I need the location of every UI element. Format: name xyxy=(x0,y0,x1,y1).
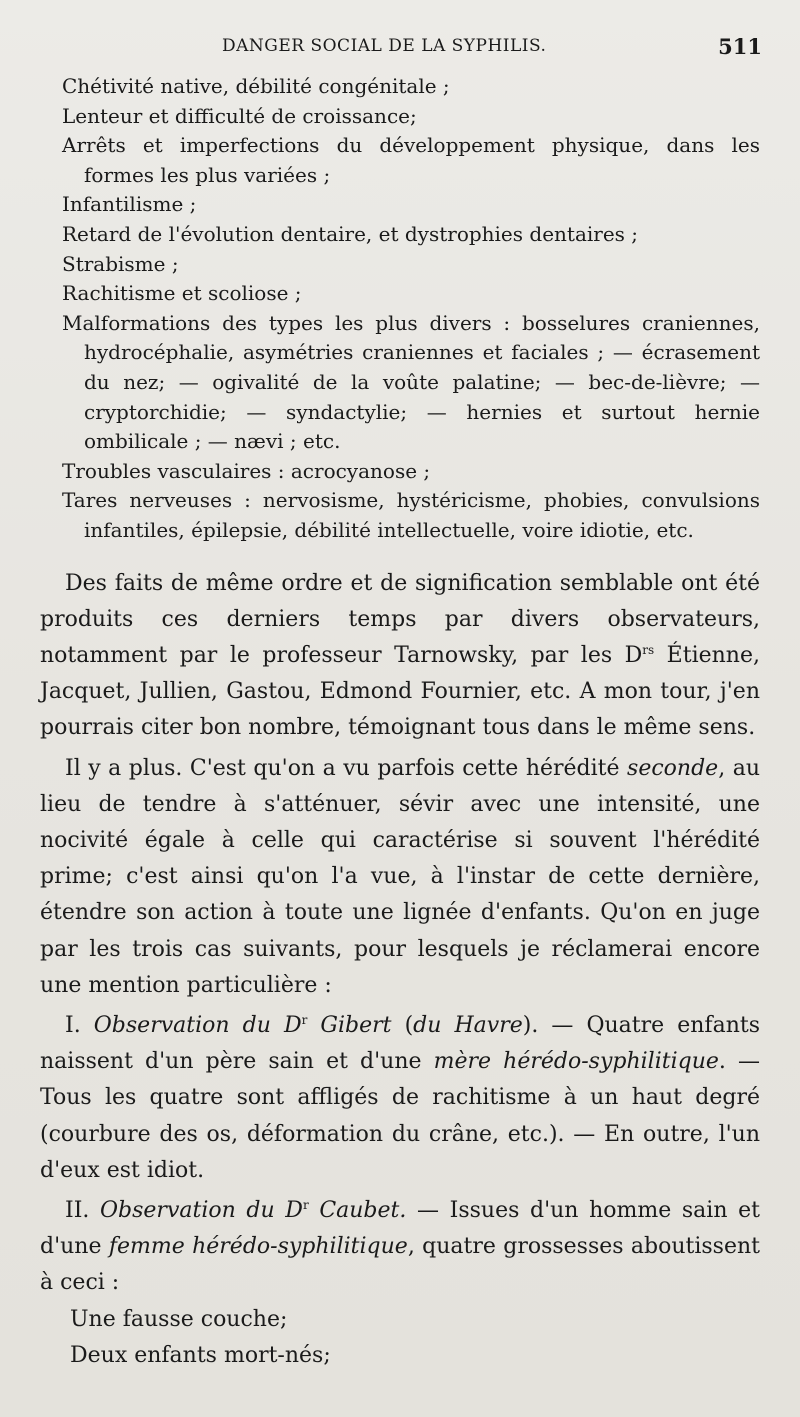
list-item: Retard de l'évolution dentaire, et dystrophies dentaires ; xyxy=(62,221,639,246)
paragraph-text: , au lieu de tendre à s'atténuer, sévir avec une intensité, une nocivité égale à celle qui caractérise si souvent l'hérédité prime; c'est ainsi qu'on l'a vue, à l'instar de cette dernière, étendre son action à toute une lignée d'enfants. Qu'on en juge par les trois cas suivants, pour lesquels je réclamerai encore une mention particulière : xyxy=(40,755,760,998)
observation-author: Gibert xyxy=(307,1012,392,1038)
list-item: Malformations des types les plus divers : bosselures craniennes, hydrocéphalie, asymétries craniennes et faciales ; — écrasement du nez; — ogivalité de la voûte palatine; — bec-de-lièvre; — cryptorchidie; — syndactylie; — hernies et surtout hernie ombilicale ; — nævi ; etc. xyxy=(62,310,760,454)
paragraph-text: Étienne, Jacquet, Jullien, Gastou, Edmond Fournier, etc. A mon tour, j'en pourrais citer bon nombre, témoignant tous dans le même sens. xyxy=(40,642,760,741)
paragraph-heredity xyxy=(40,751,760,1004)
observation-text: . — Tous les quatre sont affligés de rachitisme à un haut degré (courbure des os, déformation du crâne, etc.). — En outre, l'un d'eux est idiot. xyxy=(40,1049,760,1183)
observation-2 xyxy=(40,1193,760,1302)
paragraph-observers xyxy=(40,566,760,747)
list-item: Strabisme ; xyxy=(62,251,179,276)
observation-text: , quatre grossesses aboutissent à ceci : xyxy=(40,1234,761,1296)
observation-number: I. xyxy=(65,1012,94,1038)
superscript: r xyxy=(301,1012,308,1027)
page-header xyxy=(0,36,800,62)
observation-place: du Havre xyxy=(413,1012,523,1038)
observation-title: Observation du D xyxy=(93,1012,302,1038)
list-item: Arrêts et imperfections du développement physique, dans les formes les plus variées ; xyxy=(62,133,760,187)
list-item: Infantilisme ; xyxy=(62,192,197,217)
italic-term: seconde xyxy=(627,755,719,781)
sub-item: Deux enfants mort-nés; xyxy=(70,1342,331,1368)
observation-title: Observation du D xyxy=(100,1197,303,1223)
paren: ). xyxy=(522,1012,539,1038)
list-item: Rachitisme et scoliose ; xyxy=(62,281,302,306)
paren: ( xyxy=(391,1012,414,1038)
italic-term: femme hérédo-syphilitique xyxy=(108,1234,408,1260)
observation-number: II. xyxy=(65,1197,100,1223)
italic-term: mère hérédo-syphilitique xyxy=(433,1049,719,1075)
list-item: Lenteur et difficulté de croissance; xyxy=(62,103,417,128)
paragraph-text: Des faits de même ordre et de signification semblable ont été produits ces derniers temps par divers observateurs, notamment par le professeur Tarnowsky, par les D xyxy=(40,570,760,668)
list-item: Tares nerveuses : nervosisme, hystéricisme, phobies, convulsions infantiles, épilepsie, débilité intellectuelle, voire idiotie, etc. xyxy=(62,488,760,542)
superscript: r xyxy=(302,1197,309,1212)
list-item: Troubles vasculaires : acrocyanose ; xyxy=(62,458,431,483)
observation-text: — Issues d'un homme sain et d'une xyxy=(40,1197,760,1260)
observation-1 xyxy=(40,1008,760,1189)
list-item: Chétivité native, débilité congénitale ; xyxy=(62,74,450,98)
running-title: DANGER SOCIAL DE LA SYPHILIS. xyxy=(222,36,547,56)
observation-author: Caubet. xyxy=(308,1197,407,1223)
symptom-list xyxy=(40,72,760,546)
sub-item: Une fausse couche; xyxy=(70,1306,288,1332)
superscript: rs xyxy=(642,642,655,657)
paragraph-text: Il y a plus. C'est qu'on a vu parfois cette hérédité xyxy=(65,755,628,781)
observation-text: — Quatre enfants naissent d'un père sain et d'une xyxy=(40,1012,760,1075)
page-body xyxy=(40,72,760,1374)
page-number: 511 xyxy=(718,34,762,59)
